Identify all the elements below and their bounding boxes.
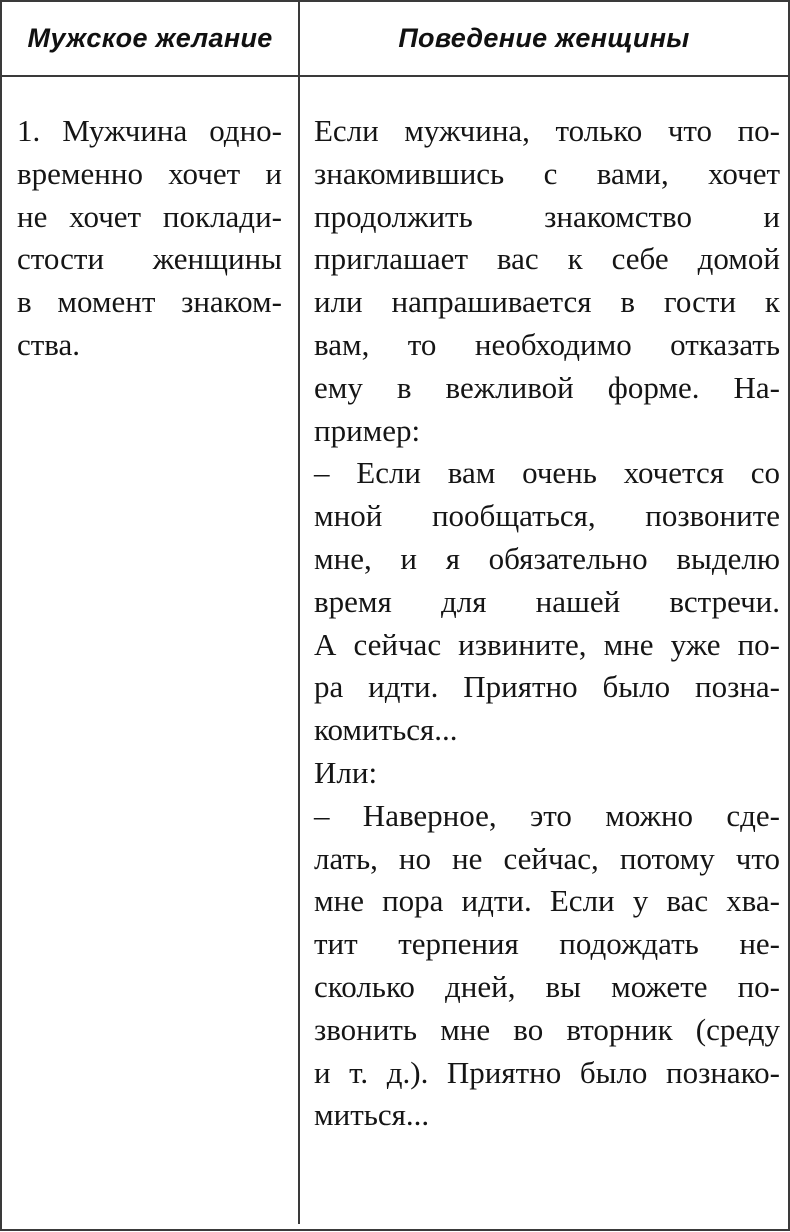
text-line: знакомившись с вами, хочет <box>314 155 780 191</box>
text-line: ства. <box>17 326 81 362</box>
text-line: лать, но не сейчас, потому что <box>314 840 780 876</box>
text-line: комиться... <box>314 712 458 748</box>
text-line: временно хочет и <box>17 155 282 191</box>
text-line: мне пора идти. Если у вас хва- <box>314 883 780 919</box>
text-line: Если мужчина, только что по- <box>314 113 780 148</box>
text-line: время для нашей встречи. <box>314 583 780 619</box>
text-line: пример: <box>314 412 421 448</box>
header-female-behavior: Поведение женщины <box>398 23 690 53</box>
text-line: мне, и я обязательно выделю <box>314 540 780 576</box>
text-line: 1. Мужчина одно- <box>17 113 282 148</box>
header-male-desire: Мужское желание <box>27 23 273 53</box>
text-line: мной пообщаться, позвоните <box>314 498 780 534</box>
text-line: тит терпения подождать не- <box>314 926 780 962</box>
table-cell-behavior <box>314 110 780 1137</box>
text-line: ему в вежливой форме. На- <box>314 369 780 405</box>
text-line: миться... <box>314 1097 430 1133</box>
table-header-row <box>2 2 788 77</box>
text-line: – Наверное, это можно сде- <box>314 797 780 833</box>
text-line: не хочет поклади- <box>17 198 282 234</box>
text-line: в момент знаком- <box>17 284 282 320</box>
column-divider <box>298 2 300 1224</box>
text-line: и т. д.). Приятно было познако- <box>314 1054 780 1090</box>
text-line: или напрашивается в гости к <box>314 284 780 320</box>
text-line: А сейчас извините, мне уже по- <box>314 626 780 662</box>
text-line: вам, то необходимо отказать <box>314 326 780 362</box>
text-line: стости женщины <box>17 241 282 277</box>
text-line: ра идти. Приятно было позна- <box>314 669 780 705</box>
text-line: продолжить знакомство и <box>314 198 780 234</box>
text-line: приглашает вас к себе домой <box>314 241 780 277</box>
text-line: Или: <box>314 754 378 790</box>
table-cell-desire <box>17 110 282 367</box>
text-line: сколько дней, вы можете по- <box>314 968 780 1004</box>
text-line: звонить мне во вторник (среду <box>314 1011 780 1047</box>
text-line: – Если вам очень хочется со <box>314 455 780 491</box>
